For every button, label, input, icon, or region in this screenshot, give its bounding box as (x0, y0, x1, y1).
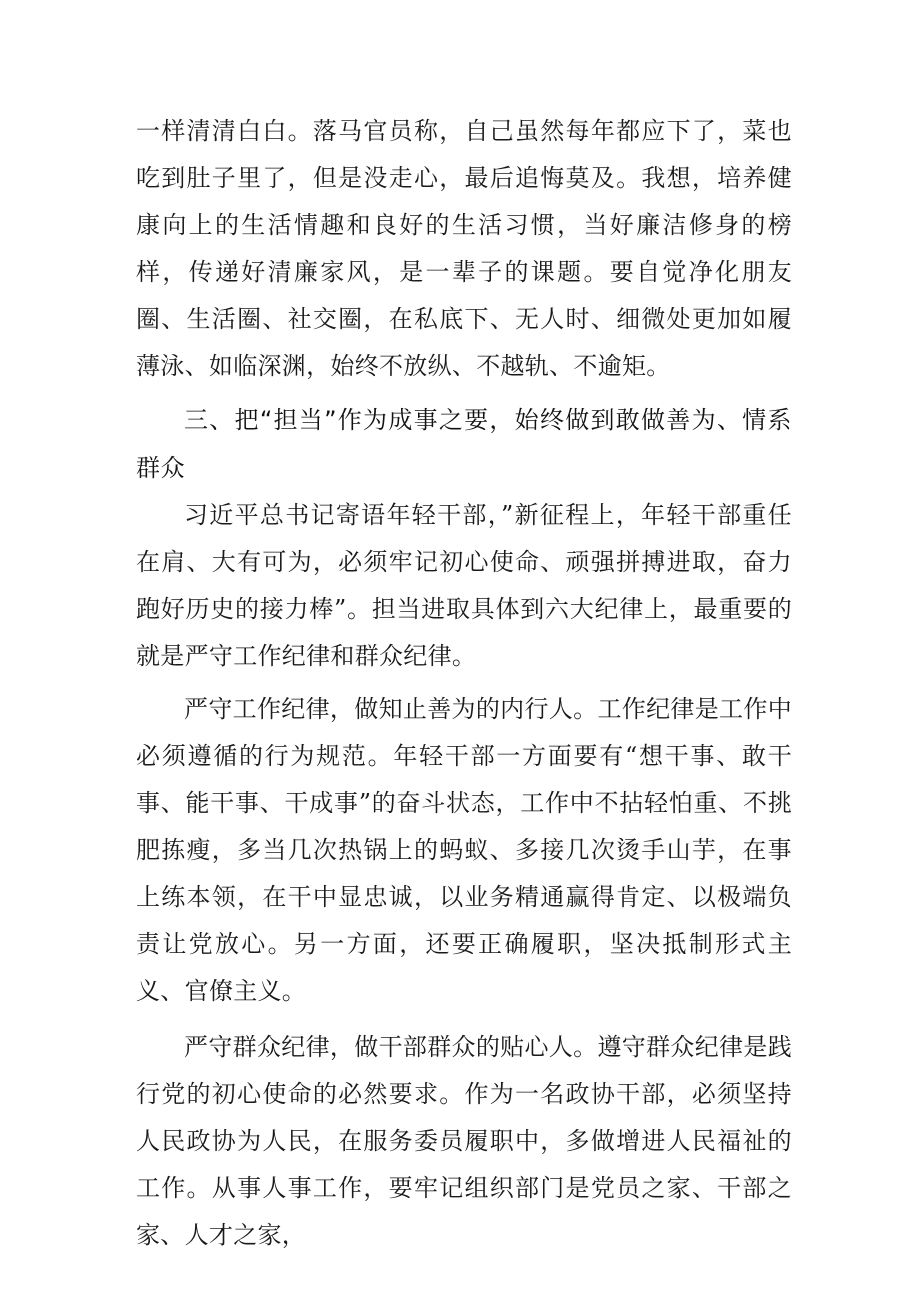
paragraph-continuation: 一样清清白白。落马官员称，自己虽然每年都应下了，菜也吃到肚子里了，但是没走心，最后追悔莫及。我想，培养健康向上的生活情趣和良好的生活习惯，当好廉洁修身的榜样，传递好清廉家风，是一辈子的课题。要自觉净化朋友圈、生活圈、社交圈，在私底下、无人时、细微处更加如履薄泳、如临深渊，始终不放纵、不越轨、不逾矩。 (136, 117, 792, 380)
section-heading-three: 三、把“担当”作为成事之要，始终做到敢做善为、情系群众 (136, 406, 792, 482)
paragraph-work-discipline: 严守工作纪律，做知止善为的内行人。工作纪律是工作中必须遵循的行为规范。年轻干部一方面要有“想干事、敢干事、能干事、干成事”的奋斗状态，工作中不拈轻怕重、不挑肥拣瘦，多当几次热锅上的蚂蚁、多接几次烫手山芋，在事上练本领，在干中显忠诚，以业务精通赢得肯定、以极端负责让党放心。另一方面，还要正确履职，坚决抵制形式主义、官僚主义。 (136, 695, 792, 1005)
paragraph-mass-discipline: 严守群众纪律，做干部群众的贴心人。遵守群众纪律是践行党的初心使命的必然要求。作为一名政协干部，必须坚持人民政协为人民，在服务委员履职中，多做增进人民福祉的工作。从事人事工作，要牢记组织部门是党员之家、干部之家、人才之家， (136, 1033, 792, 1249)
paragraph-quote: 习近平总书记寄语年轻干部，”新征程上，年轻干部重任在肩、大有可为，必须牢记初心使命、顽强拼搏进取，奋力跑好历史的接力棒”。担当进取具体到六大纪律上，最重要的就是严守工作纪律和群众纪律。 (136, 501, 792, 670)
